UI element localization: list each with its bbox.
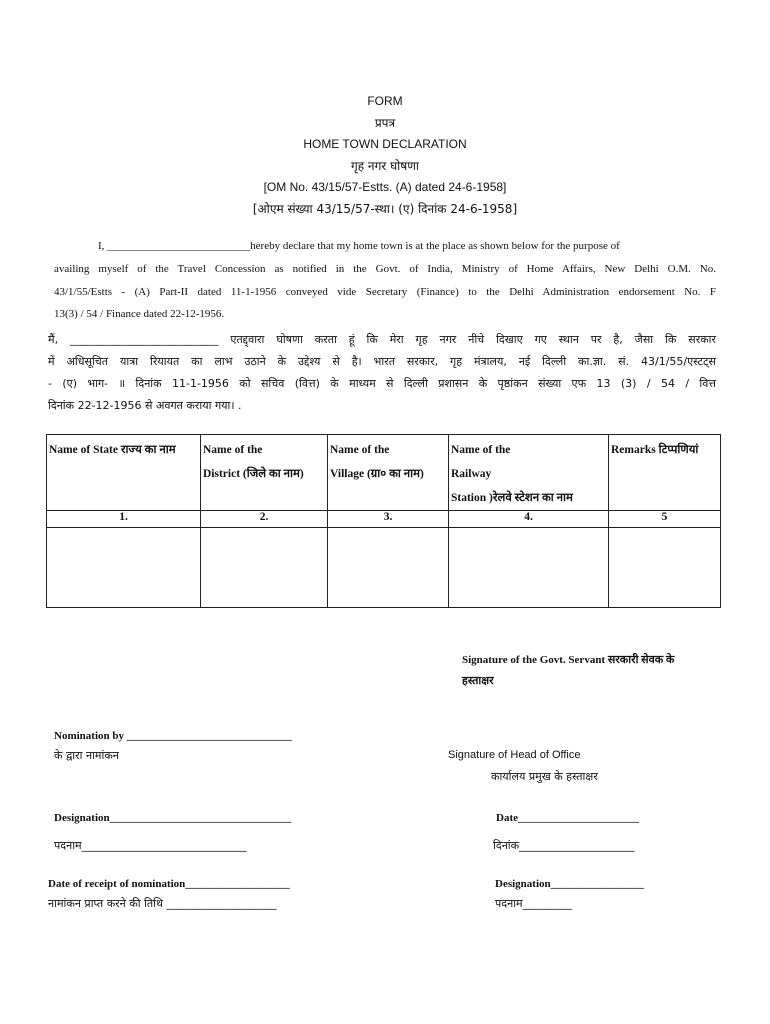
table-number-row: [47, 511, 721, 528]
column-number: 2.: [201, 511, 328, 528]
declaration-hi-line: - (ए) भाग- ॥ दिनांक 11-1-1956 को सचिव (वित्त) के माध्यम से दिल्ली प्रशासन के पृष्ठांकन संख्या एफ 13 (3) / 54 / वित्त: [48, 377, 716, 390]
nomination-by-field[interactable]: Nomination by ______________________________: [54, 730, 292, 742]
column-number: 5: [609, 511, 721, 528]
header-state: [47, 435, 201, 511]
header-village: [328, 435, 449, 511]
header-district-label: District (जिले का नाम): [203, 468, 304, 480]
nomination-by-label-hi: के द्वारा नामांकन: [54, 749, 119, 762]
receipt-date-field-hi[interactable]: नामांकन प्राप्त करने की तिथि ____________________: [48, 897, 277, 910]
declaration-title-en: HOME TOWN DECLARATION: [303, 137, 467, 151]
date-field[interactable]: Date______________________: [496, 812, 639, 824]
column-number: 4.: [449, 511, 609, 528]
declaration-en-line: 13(3) / 54 / Finance dated 22-12-1956.: [54, 308, 225, 320]
state-entry-cell[interactable]: [47, 528, 201, 608]
district-entry-cell[interactable]: [201, 528, 328, 608]
form-title-hi: प्रपत्र: [374, 116, 396, 130]
declaration-title-hi: गृह नगर घोषणा: [350, 159, 419, 173]
header-railway-station: [449, 435, 609, 511]
om-reference-en: [OM No. 43/15/57-Estts. (A) dated 24-6-1958]: [263, 180, 507, 194]
header-village-label: Name of the: [330, 444, 390, 456]
village-entry-cell[interactable]: [328, 528, 449, 608]
column-number: 1.: [47, 511, 201, 528]
om-reference-hi: [ओएम संख्या 43/15/57-स्था। (ए) दिनांक 24-6-1958]: [252, 202, 518, 216]
declaration-en-line: I, __________________________hereby declare that my home town is at the place as shown below for the purpose of: [98, 240, 620, 252]
receipt-date-field[interactable]: Date of receipt of nomination___________________: [48, 878, 290, 890]
hometown-table: [46, 434, 721, 608]
header-village-label: Village (ग्रा० का नाम): [330, 468, 424, 480]
govt-servant-signature-label: Signature of the Govt. Servant सरकारी सेवक के: [462, 654, 675, 666]
declaration-en-line: availing myself of the Travel Concession as notified in the Govt. of India, Ministry of Home Affairs, New Delhi O.M. No.: [54, 263, 716, 275]
header-district-label: Name of the: [203, 444, 263, 456]
date-field-hi[interactable]: दिनांक_____________________: [493, 839, 635, 852]
table-entry-row: [47, 528, 721, 608]
header-remarks-label: Remarks टिप्पणियां: [611, 444, 699, 456]
header-district: [201, 435, 328, 511]
declaration-hi-line: में अधिसूचित यात्रा रियायत का लाभ उठाने के उद्देश्य से है। भारत सरकार, गृह मंत्रालय, नई दिल्ली का.ज्ञा. सं. 43/1/55/एस्टट्स: [48, 355, 716, 368]
column-number: 3.: [328, 511, 449, 528]
declaration-hi-line: मैं, ___________________________ एतद्द्वारा घोषणा करता हूं कि मेरा गृह नगर नीचे दिखाए गए स्थान पर है, जैसा कि सरकार: [48, 333, 716, 346]
table-header-row: [47, 435, 721, 511]
header-railway-label: Name of the: [451, 444, 511, 456]
declaration-en-line: 43/1/55/Estts - (A) Part-II dated 11-1-1956 conveyed vide Secretary (Finance) to the Delhi Administration endorsement No. F: [54, 286, 716, 298]
header-railway-label: Station )रेलवे स्टेशन का नाम: [451, 492, 573, 504]
header-railway-label: Railway: [451, 468, 492, 480]
designation-field-hi[interactable]: पदनाम______________________________: [54, 839, 247, 852]
railway-entry-cell[interactable]: [449, 528, 609, 608]
header-state-label: Name of State राज्य का नाम: [49, 444, 176, 456]
declaration-hi-line: दिनांक 22-12-1956 से अवगत कराया गया। .: [48, 399, 242, 412]
head-of-office-signature-label: Signature of Head of Office: [448, 749, 581, 761]
govt-servant-signature-label-hi: हस्ताक्षर: [462, 674, 494, 687]
designation-field[interactable]: Designation_________________________________: [54, 812, 292, 824]
designation-right-field-hi[interactable]: पदनाम_________: [495, 897, 573, 910]
remarks-entry-cell[interactable]: [609, 528, 721, 608]
header-remarks: [609, 435, 721, 511]
head-of-office-signature-label-hi: कार्यालय प्रमुख के हस्ताक्षर: [491, 770, 598, 783]
designation-right-field[interactable]: Designation_________________: [495, 878, 645, 890]
form-title-en: FORM: [367, 94, 403, 108]
